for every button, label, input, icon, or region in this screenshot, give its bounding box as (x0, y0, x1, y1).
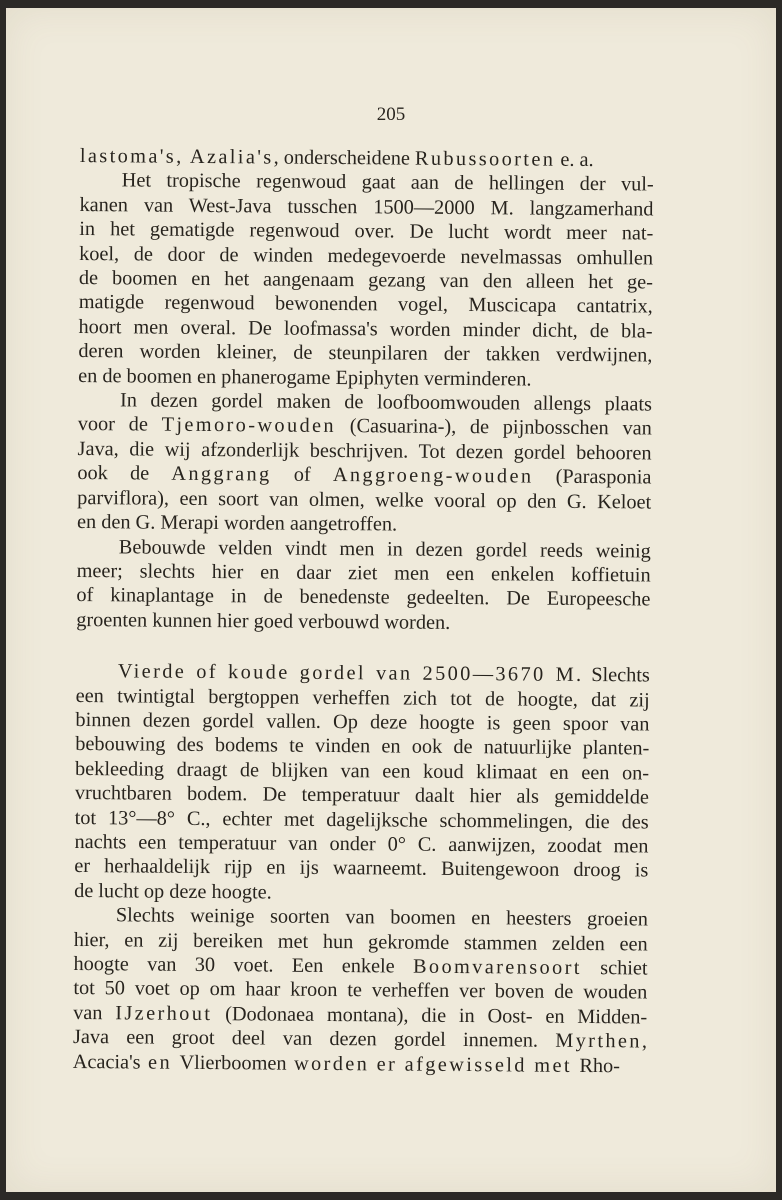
text-line: parviflora), een soort van olmen, welke vooral op den G. Keloet (77, 486, 652, 514)
text-line: deren worden kleiner, de steunpilaren der takken verdwijnen, (78, 340, 653, 367)
text-line: kanen van West-Java tusschen 1500—2000 M. langzamerhand (79, 193, 654, 221)
text-segment: e. a. (555, 148, 594, 172)
paragraph (73, 903, 648, 1078)
text-segment: , (641, 1030, 648, 1053)
spaced-term: Tjemoro-wouden (161, 414, 337, 438)
text-segment: (Parasponia (533, 465, 652, 489)
text-line: en de boomen en phanerogame Epiphyten verminderen. (78, 364, 532, 391)
text-line: groenten kunnen hier goed verbouwd worden. (76, 608, 451, 634)
text-line: de lucht op deze hoogte. (74, 879, 272, 904)
text-segment: Slechts (583, 664, 650, 687)
text-line: een twintigtal bergtoppen verheffen zich tot de hoogte, dat zij (75, 684, 650, 712)
text-segment: (Casuarina-), de pijnbosschen van (335, 415, 652, 440)
spaced-term: Vierde of koude gordel van 2500—3670 M. (117, 660, 584, 687)
paragraph (78, 168, 654, 392)
text-segment: (Dodonaea montana), die in Oost- en Midden- (212, 1002, 648, 1029)
text-line: In dezen gordel maken de loofboomwouden allengs plaats (119, 389, 653, 416)
text-segment: schiet (581, 956, 648, 980)
text-line: Het tropische regenwoud gaat aan de hellingen der vul- (121, 169, 654, 196)
text-segment: Rho- (579, 1054, 621, 1077)
spaced-term: IJzerhout (115, 1002, 213, 1025)
text-line: tot 13°—8° C., echter met dagelijksche schommelingen, die des (74, 806, 649, 834)
text-segment: voor de (77, 413, 162, 437)
text-segment: Vlierboomen (179, 1051, 287, 1075)
text-segment: of (271, 463, 333, 487)
spaced-term: Myrthen (555, 1029, 642, 1053)
body-text (73, 144, 654, 1079)
text-segment: ook de (77, 462, 172, 486)
text-segment: Java een groot deel van dezen gordel innemen. (72, 1026, 556, 1052)
text-line: nachts een temperatuur van onder 0° C. aanwijzen, zoodat men (74, 830, 649, 858)
text-segment: hoogte van 30 voet. Een enkele (73, 952, 414, 978)
text-segment: , onderscheidene (273, 146, 416, 170)
text-line: Java, die wij afzonderlijk beschrijven. Tot dezen gordel behooren (77, 437, 652, 465)
text-line: matigde regenwoud bewonenden vogel, Muscicapa cantatrix, (78, 291, 653, 318)
spaced-term: worden er afgewisseld met (286, 1052, 580, 1077)
text-line: bebouwing des bodems te vinden en ook de natuurlijke planten- (75, 733, 650, 760)
page-number: 205 (376, 104, 406, 125)
text-line: vruchtbaren bodem. De temperatuur daalt hier als gemiddelde (74, 782, 649, 809)
text-segment: van (73, 1001, 116, 1025)
text-line: hier, en zij bereiken met hun gekromde stammen zelden een (73, 928, 648, 956)
book-page (6, 8, 776, 1192)
spaced-term: en (140, 1051, 180, 1074)
text-line: hoort men overal. De loofmassa's worden minder dicht, de bla- (78, 315, 653, 343)
text-line: of kinaplantage in de benedenste gedeelten. De Europeesche (76, 584, 651, 611)
text-line: meer; slechts hier en daar ziet men een enkelen koffietuin (76, 559, 651, 587)
text-line: er herhaaldelijk rijp en ijs waarneemt. Buitengewoon droog is (74, 855, 649, 882)
text-line: Slechts weinige soorten van boomen en heesters groeien (115, 904, 649, 931)
text-line: de boomen en het aangenaam gezang van den alleen het ge- (78, 267, 654, 294)
paragraph (77, 388, 652, 539)
text-line: koel, de door de winden medegevoerde nevelmassas omhullen (79, 242, 654, 270)
text-line (73, 1050, 647, 1079)
paragraph (74, 659, 650, 908)
text-line: in het gematigde regenwoud over. De lucht wordt meer nat- (79, 218, 654, 245)
paragraph (76, 534, 651, 636)
spaced-term: Anggroeng-wouden (332, 464, 534, 488)
spaced-term: lastoma's, Azalia's (79, 144, 274, 169)
text-line: binnen dezen gordel vallen. Op deze hoogte is geen spoor van (75, 708, 650, 736)
spaced-term: Boomvarensoort (412, 955, 582, 979)
text-segment: Acacia's (72, 1050, 141, 1074)
spaced-term: Anggrang (171, 463, 272, 486)
spaced-term: Rubussoorten (414, 147, 556, 171)
text-line: tot 50 voet op om haar kroon te verheffen ver boven de wouden (73, 977, 648, 1004)
text-line: Bebouwde velden vindt men in dezen gordel reeds weinig (118, 535, 651, 562)
text-line: bekleeding draagt de blijken van een koud klimaat en een on- (75, 757, 650, 785)
text-line: en den G. Merapi worden aangetroffen. (76, 511, 398, 536)
